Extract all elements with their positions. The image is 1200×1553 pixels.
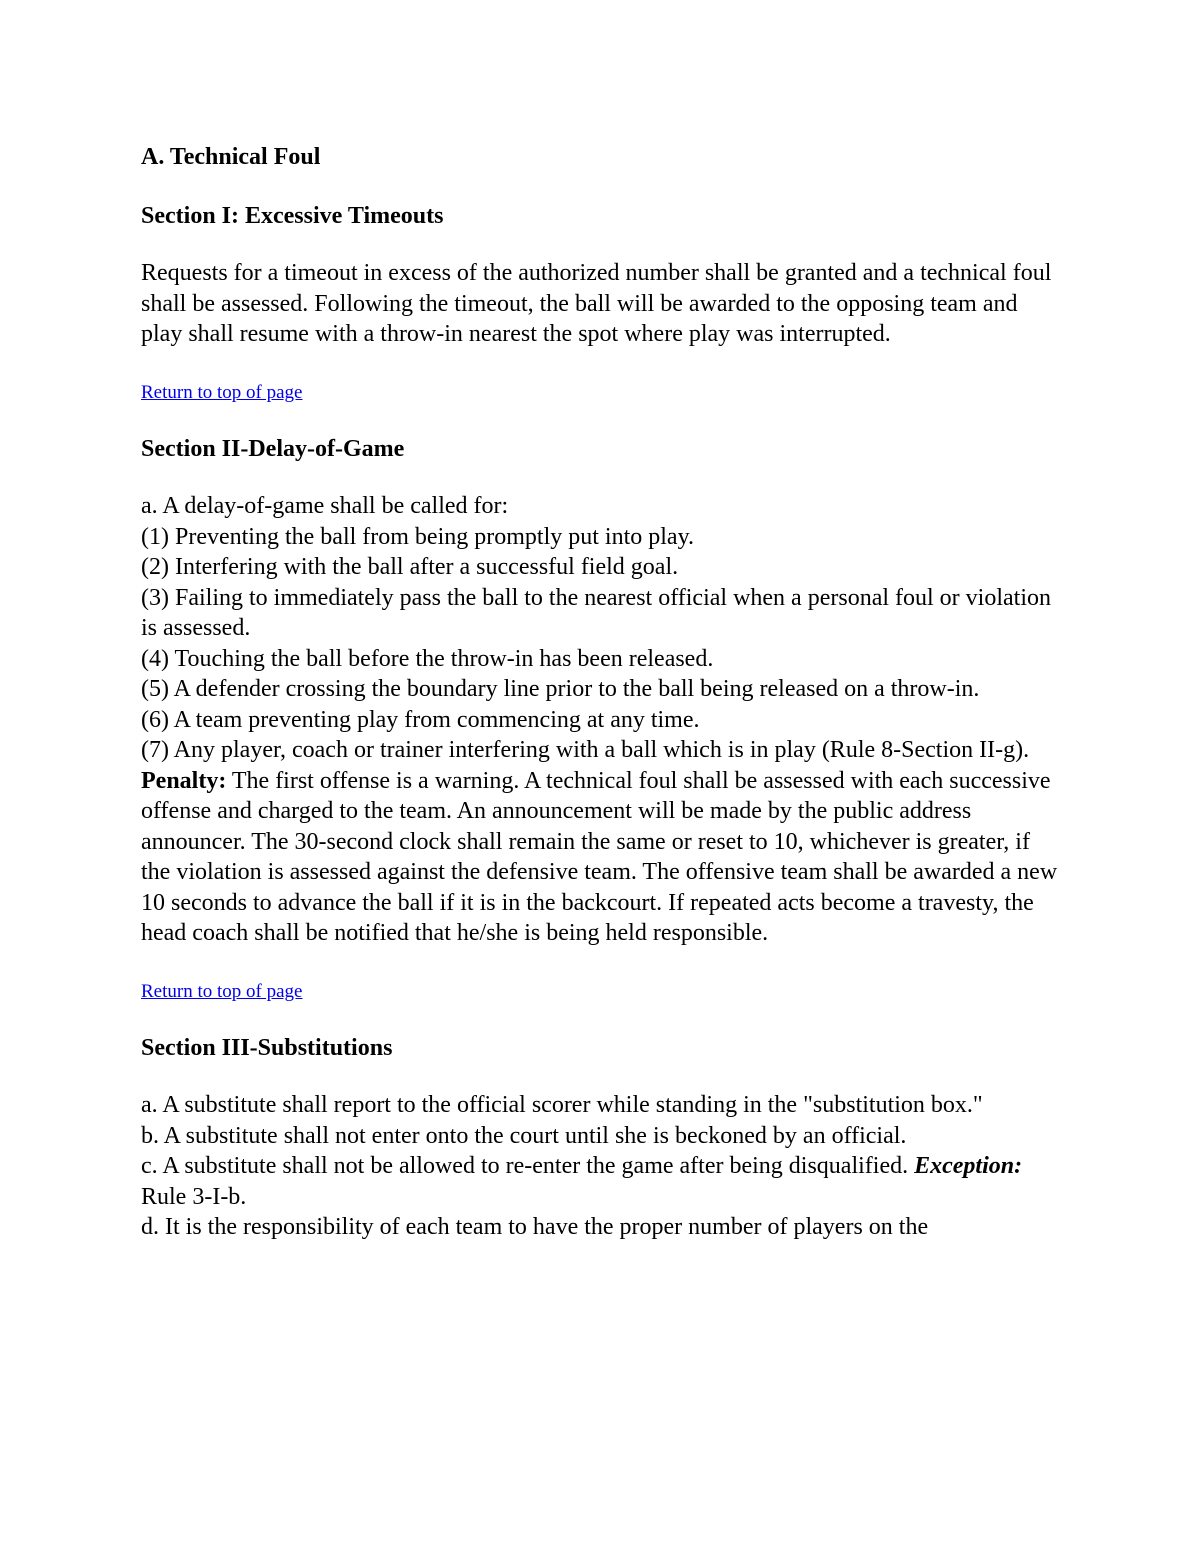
penalty-label: Penalty: <box>141 767 227 794</box>
return-to-top-link-1[interactable]: Return to top of page <box>141 381 303 403</box>
section-2-item: (5) A defender crossing the boundary line prior to the ball being released on a throw-in. <box>141 676 980 702</box>
section-2-item: (3) Failing to immediately pass the ball to the nearest official when a personal foul or violation is assessed. <box>141 584 1051 641</box>
item-c-text: c. A substitute shall not be allowed to re-enter the game after being disqualified. <box>141 1153 915 1179</box>
document-page <box>141 142 1061 1243</box>
return-to-top-1 <box>141 378 1061 408</box>
section-2-item: (1) Preventing the ball from being promptly put into play. <box>141 523 695 550</box>
section-2-intro: a. A delay-of-game shall be called for: <box>141 493 509 519</box>
return-to-top-link-2[interactable]: Return to top of page <box>141 980 303 1002</box>
section-3-title: Section III-Substitutions <box>141 1034 393 1061</box>
section-1-title: Section I: Excessive Timeouts <box>141 202 444 229</box>
section-2-item: (7) Any player, coach or trainer interfering with a ball which is in play (Rule 8-Section II-g). <box>141 737 1030 763</box>
section-3-item-d: d. It is the responsibility of each team to have the proper number of players on the <box>141 1214 929 1240</box>
section-2-item: (4) Touching the ball before the throw-in has been released. <box>141 645 714 672</box>
section-2-item: (2) Interfering with the ball after a successful field goal. <box>141 554 679 580</box>
section-2-item: (6) A team preventing play from commencing at any time. <box>141 706 700 733</box>
section-3-item-a: a. A substitute shall report to the official scorer while standing in the "substitution box." <box>141 1092 983 1118</box>
section-2-title: Section II-Delay-of-Game <box>141 435 405 462</box>
return-to-top-2 <box>141 977 1061 1007</box>
section-2-penalty <box>141 766 1061 949</box>
section-3-item-c <box>141 1151 1061 1212</box>
exception-label: Exception: <box>914 1153 1023 1179</box>
section-3-item-b: b. A substitute shall not enter onto the court until she is beckoned by an official. <box>141 1122 907 1149</box>
penalty-text: The first offense is a warning. A technical foul shall be assessed with each successive offense and charged to the team. An announcement will be made by the public address announcer. The 30-second clock shall remain the same or reset to 10, whichever is greater, if the violation is assessed against the defensive team. The offensive team shall be awarded a new 10 seconds to advance the ball if it is in the backcourt. If repeated acts become a travesty, the head coach shall be notified that he/she is being held responsible. <box>141 767 1058 946</box>
item-c-rule: Rule 3-I-b. <box>141 1183 247 1210</box>
section-1-body: Requests for a timeout in excess of the authorized number shall be granted and a technical foul shall be assessed. Following the timeout, the ball will be awarded to the opposing team and play shall resume with a throw-in nearest the spot where play was interrupted. <box>141 260 1052 347</box>
document-heading: A. Technical Foul <box>141 144 321 170</box>
